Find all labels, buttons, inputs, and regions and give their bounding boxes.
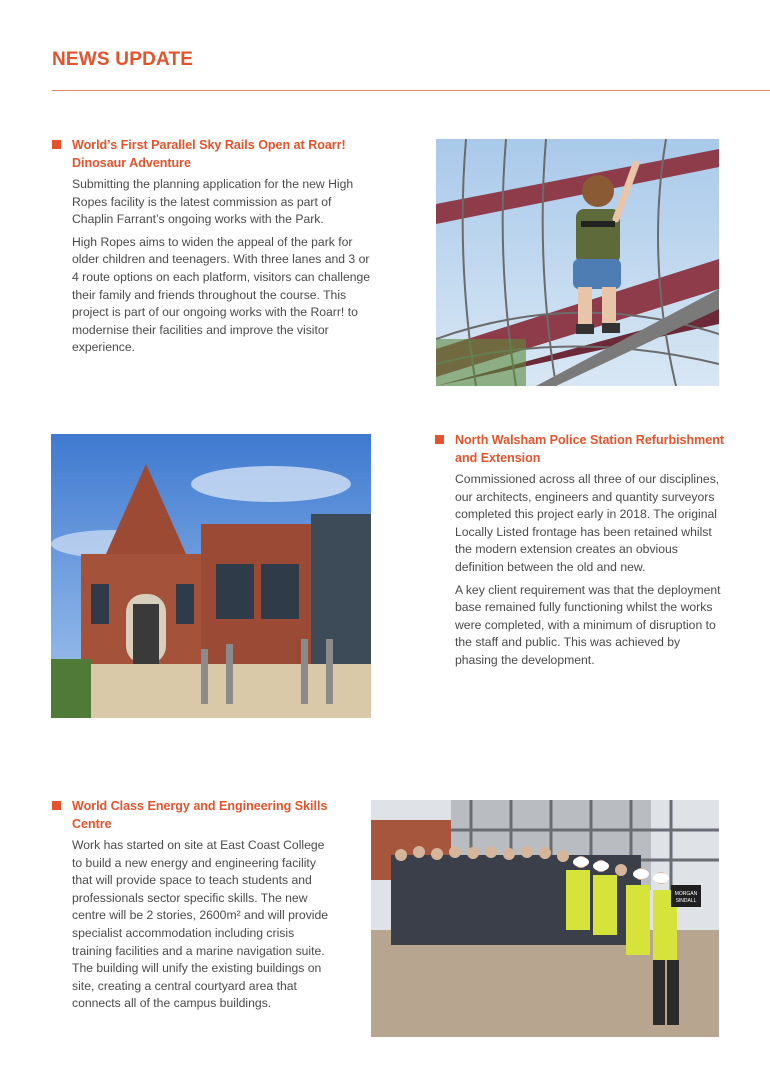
bullet-square-icon [52,140,61,149]
paragraph: Commissioned across all three of our disciplines, our architects, engineers and quantity surveyors completed this project early in 2018. The original Locally Listed frontage has been retained whilst the modern extension creates an obvious definition between the old and new. [455,472,720,574]
paragraph: High Ropes aims to widen the appeal of the park for older children and teenagers. With three lanes and 3 or 4 route options on each platform, visitors can challenge their family and friends throughout the course. This project is part of our ongoing works with the Roarr! to modernise their facilities and improve the visitor experience. [72,234,371,355]
paragraph: Submitting the planning application for the new High Ropes facility is the latest commission as part of Chaplin Farrant’s ongoing works with the Park. [72,177,354,227]
page-title: NEWS UPDATE [52,49,194,70]
paragraph: A key client requirement was that the deployment base remained fully functioning whilst the works were completed, with a minimum of disruption to the staff and public. This was achieved by phasing the development. [455,582,721,667]
police-station-photo [51,434,371,718]
sign-text-line: SINDALL [675,898,697,904]
headline-text: North Walsham Police Station Refurbishment and Extension [455,433,725,465]
article-body [52,176,374,357]
article-headline [52,797,337,833]
article-police-station [435,431,725,675]
article-sky-rails [52,136,374,362]
sky-rails-photo [436,139,719,386]
bullet-square-icon [435,435,444,444]
article-headline [435,431,725,467]
article-body [52,837,337,1013]
headline-text: World Class Energy and Engineering Skills Centre [72,799,328,831]
sign-text-line: MORGAN [674,891,698,897]
paragraph: Work has started on site at East Coast College to build a new energy and engineering facility that will provide space to teach students and professionals sector specific skills. The new centre will be 2 stories, 2600m² and will provide specialist accommodation including crisis training facilities and a marine navigation suite. The building will unify the existing buildings on site, creating a central courtyard area that connects all of the campus buildings. [72,838,329,1011]
headline-text: World’s First Parallel Sky Rails Open at Roarr! Dinosaur Adventure [72,138,346,170]
bullet-square-icon [52,801,61,810]
article-skills-centre [52,797,337,1018]
article-headline [52,136,374,172]
article-body [435,471,725,670]
header-divider [52,90,770,91]
skills-centre-photo [371,800,719,1037]
